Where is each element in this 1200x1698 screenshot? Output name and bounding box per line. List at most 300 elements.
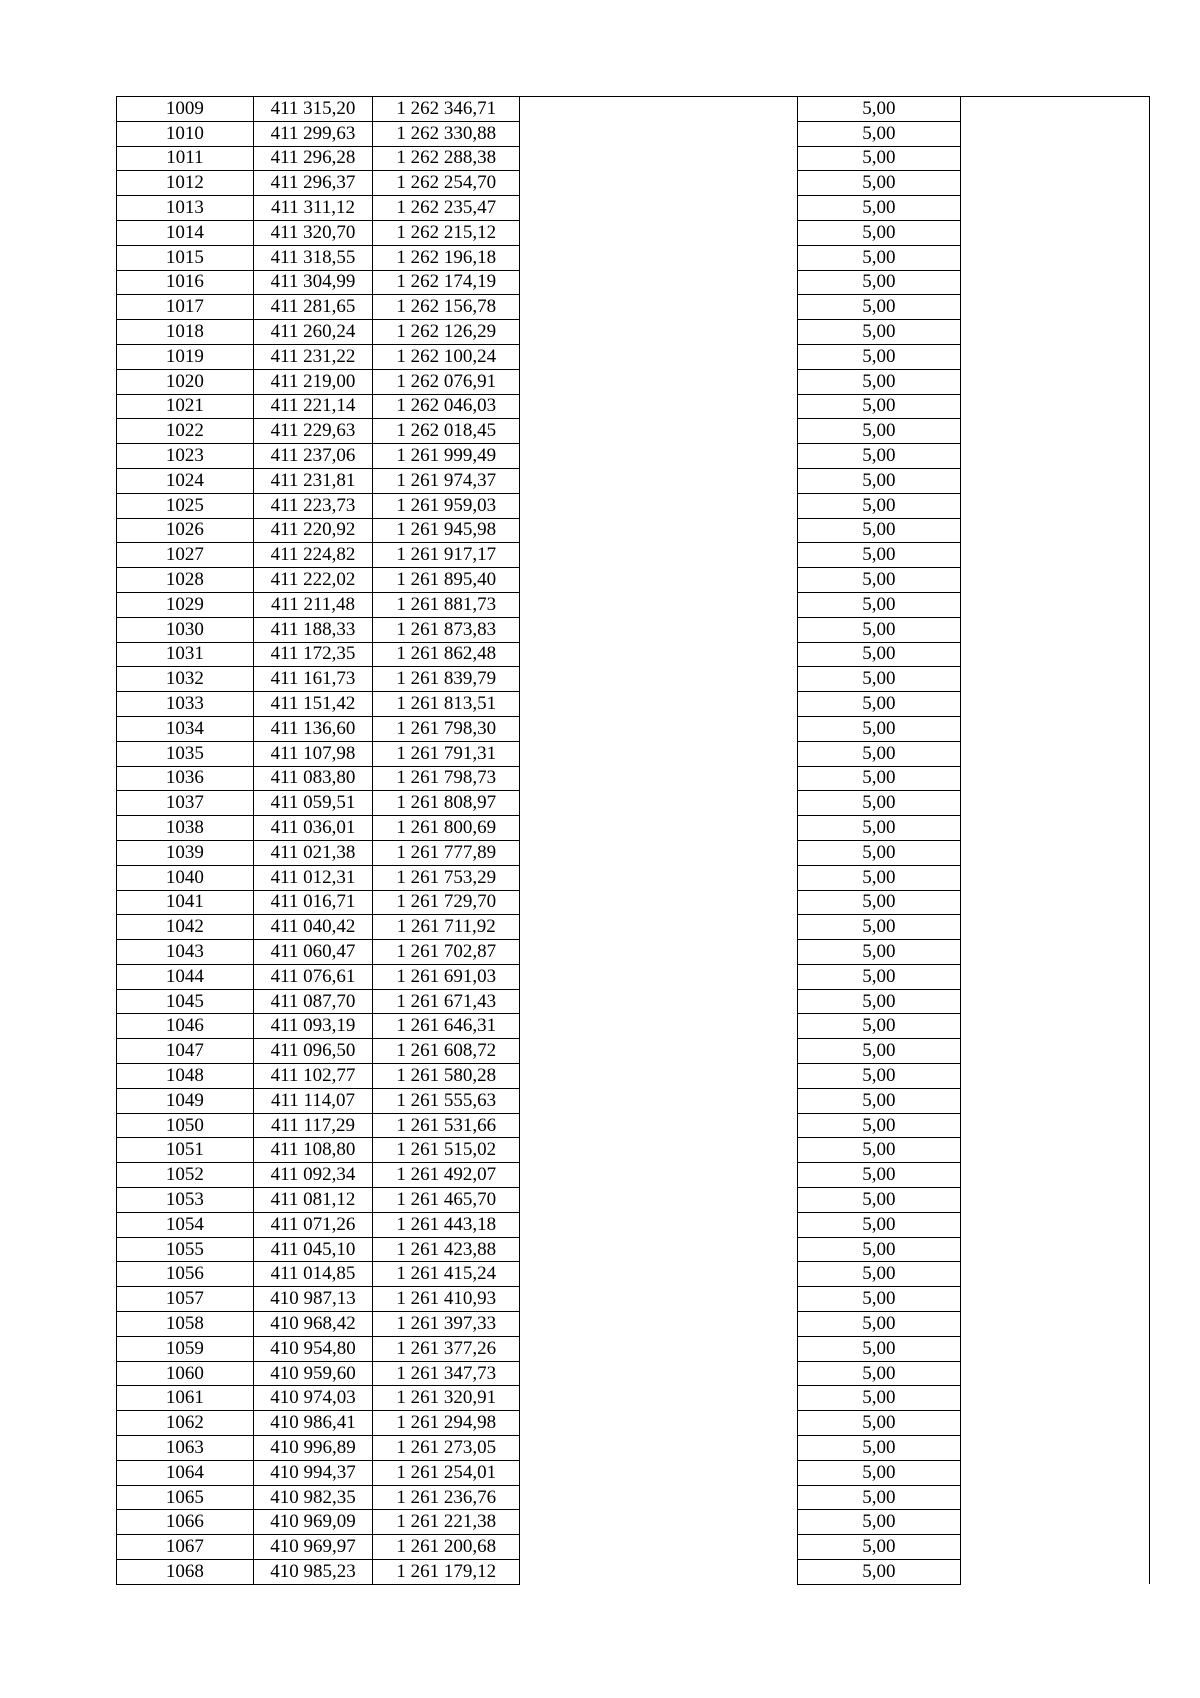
y-coordinate-cell: 1 261 808,97 — [373, 791, 520, 816]
y-coordinate-cell: 1 261 753,29 — [373, 865, 520, 890]
accuracy-cell: 5,00 — [798, 1138, 961, 1163]
empty-cell — [960, 1312, 1149, 1337]
point-number-cell: 1013 — [117, 196, 254, 221]
empty-cell — [520, 865, 798, 890]
empty-cell — [960, 543, 1149, 568]
empty-cell — [960, 1336, 1149, 1361]
table-row — [117, 1411, 1150, 1436]
accuracy-cell: 5,00 — [798, 1113, 961, 1138]
y-coordinate-cell: 1 262 330,88 — [373, 121, 520, 146]
empty-cell — [960, 1237, 1149, 1262]
y-coordinate-cell: 1 261 273,05 — [373, 1436, 520, 1461]
empty-cell — [520, 220, 798, 245]
accuracy-cell: 5,00 — [798, 989, 961, 1014]
empty-cell — [520, 964, 798, 989]
x-coordinate-cell: 410 987,13 — [253, 1287, 372, 1312]
empty-cell — [520, 1014, 798, 1039]
accuracy-cell: 5,00 — [798, 146, 961, 171]
empty-cell — [960, 964, 1149, 989]
point-number-cell: 1021 — [117, 394, 254, 419]
empty-cell — [520, 493, 798, 518]
point-number-cell: 1035 — [117, 741, 254, 766]
table-row — [117, 171, 1150, 196]
accuracy-cell: 5,00 — [798, 1336, 961, 1361]
y-coordinate-cell: 1 261 702,87 — [373, 940, 520, 965]
accuracy-cell: 5,00 — [798, 766, 961, 791]
table-row — [117, 1336, 1150, 1361]
empty-cell — [960, 1436, 1149, 1461]
accuracy-cell: 5,00 — [798, 1361, 961, 1386]
table-row — [117, 97, 1150, 122]
point-number-cell: 1024 — [117, 468, 254, 493]
table-row — [117, 1510, 1150, 1535]
point-number-cell: 1039 — [117, 840, 254, 865]
table-row — [117, 320, 1150, 345]
empty-cell — [960, 741, 1149, 766]
empty-cell — [960, 592, 1149, 617]
x-coordinate-cell: 411 229,63 — [253, 419, 372, 444]
accuracy-cell: 5,00 — [798, 1312, 961, 1337]
point-number-cell: 1055 — [117, 1237, 254, 1262]
x-coordinate-cell: 411 016,71 — [253, 890, 372, 915]
empty-cell — [960, 1163, 1149, 1188]
accuracy-cell: 5,00 — [798, 171, 961, 196]
point-number-cell: 1037 — [117, 791, 254, 816]
table-row — [117, 1014, 1150, 1039]
empty-cell — [960, 97, 1149, 122]
empty-cell — [520, 1163, 798, 1188]
accuracy-cell: 5,00 — [798, 543, 961, 568]
x-coordinate-cell: 411 136,60 — [253, 716, 372, 741]
point-number-cell: 1009 — [117, 97, 254, 122]
empty-cell — [960, 121, 1149, 146]
accuracy-cell: 5,00 — [798, 890, 961, 915]
empty-cell — [960, 196, 1149, 221]
empty-cell — [960, 270, 1149, 295]
point-number-cell: 1015 — [117, 245, 254, 270]
empty-cell — [520, 915, 798, 940]
empty-cell — [520, 1212, 798, 1237]
x-coordinate-cell: 411 059,51 — [253, 791, 372, 816]
point-number-cell: 1059 — [117, 1336, 254, 1361]
table-row — [117, 642, 1150, 667]
y-coordinate-cell: 1 262 235,47 — [373, 196, 520, 221]
y-coordinate-cell: 1 261 862,48 — [373, 642, 520, 667]
y-coordinate-cell: 1 261 200,68 — [373, 1535, 520, 1560]
accuracy-cell: 5,00 — [798, 865, 961, 890]
point-number-cell: 1064 — [117, 1460, 254, 1485]
y-coordinate-cell: 1 261 671,43 — [373, 989, 520, 1014]
point-number-cell: 1017 — [117, 295, 254, 320]
table-row — [117, 295, 1150, 320]
y-coordinate-cell: 1 261 236,76 — [373, 1485, 520, 1510]
empty-cell — [520, 518, 798, 543]
table-row — [117, 146, 1150, 171]
x-coordinate-cell: 411 220,92 — [253, 518, 372, 543]
empty-cell — [960, 1262, 1149, 1287]
empty-cell — [960, 295, 1149, 320]
point-number-cell: 1052 — [117, 1163, 254, 1188]
table-row — [117, 791, 1150, 816]
x-coordinate-cell: 411 045,10 — [253, 1237, 372, 1262]
y-coordinate-cell: 1 261 791,31 — [373, 741, 520, 766]
x-coordinate-cell: 411 161,73 — [253, 667, 372, 692]
empty-cell — [960, 1386, 1149, 1411]
empty-cell — [960, 1361, 1149, 1386]
y-coordinate-cell: 1 261 580,28 — [373, 1064, 520, 1089]
y-coordinate-cell: 1 261 999,49 — [373, 444, 520, 469]
table-row — [117, 617, 1150, 642]
x-coordinate-cell: 411 222,02 — [253, 568, 372, 593]
accuracy-cell: 5,00 — [798, 518, 961, 543]
empty-cell — [520, 1510, 798, 1535]
accuracy-cell: 5,00 — [798, 1014, 961, 1039]
empty-cell — [960, 1510, 1149, 1535]
x-coordinate-cell: 411 320,70 — [253, 220, 372, 245]
empty-cell — [960, 1064, 1149, 1089]
accuracy-cell: 5,00 — [798, 1485, 961, 1510]
empty-cell — [960, 1560, 1149, 1585]
point-number-cell: 1032 — [117, 667, 254, 692]
y-coordinate-cell: 1 261 691,03 — [373, 964, 520, 989]
y-coordinate-cell: 1 261 917,17 — [373, 543, 520, 568]
accuracy-cell: 5,00 — [798, 320, 961, 345]
empty-cell — [960, 1014, 1149, 1039]
point-number-cell: 1012 — [117, 171, 254, 196]
empty-cell — [960, 1088, 1149, 1113]
table-row — [117, 369, 1150, 394]
accuracy-cell: 5,00 — [798, 1064, 961, 1089]
empty-cell — [520, 1262, 798, 1287]
empty-cell — [960, 1188, 1149, 1213]
coordinates-table-body — [117, 97, 1150, 1585]
y-coordinate-cell: 1 261 377,26 — [373, 1336, 520, 1361]
y-coordinate-cell: 1 262 346,71 — [373, 97, 520, 122]
point-number-cell: 1016 — [117, 270, 254, 295]
accuracy-cell: 5,00 — [798, 816, 961, 841]
empty-cell — [960, 642, 1149, 667]
y-coordinate-cell: 1 261 221,38 — [373, 1510, 520, 1535]
empty-cell — [960, 444, 1149, 469]
empty-cell — [960, 816, 1149, 841]
empty-cell — [520, 741, 798, 766]
point-number-cell: 1036 — [117, 766, 254, 791]
table-row — [117, 915, 1150, 940]
empty-cell — [520, 1287, 798, 1312]
table-row — [117, 1212, 1150, 1237]
accuracy-cell: 5,00 — [798, 1188, 961, 1213]
y-coordinate-cell: 1 261 492,07 — [373, 1163, 520, 1188]
x-coordinate-cell: 411 296,28 — [253, 146, 372, 171]
point-number-cell: 1043 — [117, 940, 254, 965]
point-number-cell: 1068 — [117, 1560, 254, 1585]
accuracy-cell: 5,00 — [798, 692, 961, 717]
y-coordinate-cell: 1 261 423,88 — [373, 1237, 520, 1262]
accuracy-cell: 5,00 — [798, 592, 961, 617]
empty-cell — [520, 1535, 798, 1560]
empty-cell — [960, 568, 1149, 593]
y-coordinate-cell: 1 261 443,18 — [373, 1212, 520, 1237]
y-coordinate-cell: 1 262 156,78 — [373, 295, 520, 320]
table-row — [117, 1361, 1150, 1386]
accuracy-cell: 5,00 — [798, 716, 961, 741]
accuracy-cell: 5,00 — [798, 1237, 961, 1262]
point-number-cell: 1027 — [117, 543, 254, 568]
x-coordinate-cell: 411 311,12 — [253, 196, 372, 221]
x-coordinate-cell: 411 081,12 — [253, 1188, 372, 1213]
accuracy-cell: 5,00 — [798, 270, 961, 295]
point-number-cell: 1058 — [117, 1312, 254, 1337]
y-coordinate-cell: 1 261 465,70 — [373, 1188, 520, 1213]
empty-cell — [520, 468, 798, 493]
table-row — [117, 940, 1150, 965]
y-coordinate-cell: 1 262 100,24 — [373, 344, 520, 369]
point-number-cell: 1065 — [117, 1485, 254, 1510]
empty-cell — [520, 840, 798, 865]
empty-cell — [520, 196, 798, 221]
x-coordinate-cell: 410 996,89 — [253, 1436, 372, 1461]
accuracy-cell: 5,00 — [798, 1088, 961, 1113]
empty-cell — [520, 121, 798, 146]
empty-cell — [960, 493, 1149, 518]
x-coordinate-cell: 411 087,70 — [253, 989, 372, 1014]
accuracy-cell: 5,00 — [798, 468, 961, 493]
empty-cell — [960, 865, 1149, 890]
x-coordinate-cell: 411 102,77 — [253, 1064, 372, 1089]
empty-cell — [520, 1064, 798, 1089]
accuracy-cell: 5,00 — [798, 1460, 961, 1485]
empty-cell — [520, 1485, 798, 1510]
point-number-cell: 1034 — [117, 716, 254, 741]
empty-cell — [520, 270, 798, 295]
table-row — [117, 1188, 1150, 1213]
y-coordinate-cell: 1 261 347,73 — [373, 1361, 520, 1386]
empty-cell — [960, 791, 1149, 816]
point-number-cell: 1066 — [117, 1510, 254, 1535]
x-coordinate-cell: 411 221,14 — [253, 394, 372, 419]
empty-cell — [520, 146, 798, 171]
empty-cell — [960, 989, 1149, 1014]
accuracy-cell: 5,00 — [798, 493, 961, 518]
table-row — [117, 543, 1150, 568]
empty-cell — [960, 146, 1149, 171]
empty-cell — [960, 766, 1149, 791]
empty-cell — [520, 1411, 798, 1436]
table-row — [117, 270, 1150, 295]
empty-cell — [960, 518, 1149, 543]
x-coordinate-cell: 411 299,63 — [253, 121, 372, 146]
empty-cell — [520, 568, 798, 593]
empty-cell — [960, 394, 1149, 419]
x-coordinate-cell: 411 315,20 — [253, 97, 372, 122]
point-number-cell: 1022 — [117, 419, 254, 444]
point-number-cell: 1018 — [117, 320, 254, 345]
table-row — [117, 741, 1150, 766]
y-coordinate-cell: 1 261 945,98 — [373, 518, 520, 543]
empty-cell — [960, 245, 1149, 270]
table-row — [117, 1436, 1150, 1461]
empty-cell — [520, 667, 798, 692]
point-number-cell: 1057 — [117, 1287, 254, 1312]
empty-cell — [520, 295, 798, 320]
table-row — [117, 121, 1150, 146]
table-row — [117, 964, 1150, 989]
x-coordinate-cell: 411 096,50 — [253, 1039, 372, 1064]
y-coordinate-cell: 1 261 895,40 — [373, 568, 520, 593]
empty-cell — [520, 394, 798, 419]
table-row — [117, 667, 1150, 692]
y-coordinate-cell: 1 261 515,02 — [373, 1138, 520, 1163]
table-row — [117, 196, 1150, 221]
table-row — [117, 1560, 1150, 1585]
y-coordinate-cell: 1 261 555,63 — [373, 1088, 520, 1113]
y-coordinate-cell: 1 261 179,12 — [373, 1560, 520, 1585]
table-row — [117, 1485, 1150, 1510]
empty-cell — [960, 220, 1149, 245]
empty-cell — [960, 617, 1149, 642]
empty-cell — [960, 1411, 1149, 1436]
y-coordinate-cell: 1 261 813,51 — [373, 692, 520, 717]
table-row — [117, 1262, 1150, 1287]
table-row — [117, 1138, 1150, 1163]
y-coordinate-cell: 1 261 531,66 — [373, 1113, 520, 1138]
point-number-cell: 1062 — [117, 1411, 254, 1436]
accuracy-cell: 5,00 — [798, 1510, 961, 1535]
x-coordinate-cell: 410 982,35 — [253, 1485, 372, 1510]
y-coordinate-cell: 1 261 959,03 — [373, 493, 520, 518]
y-coordinate-cell: 1 262 174,19 — [373, 270, 520, 295]
point-number-cell: 1061 — [117, 1386, 254, 1411]
point-number-cell: 1056 — [117, 1262, 254, 1287]
empty-cell — [520, 1361, 798, 1386]
x-coordinate-cell: 411 224,82 — [253, 543, 372, 568]
y-coordinate-cell: 1 261 294,98 — [373, 1411, 520, 1436]
empty-cell — [960, 1039, 1149, 1064]
empty-cell — [520, 692, 798, 717]
y-coordinate-cell: 1 262 254,70 — [373, 171, 520, 196]
table-row — [117, 865, 1150, 890]
point-number-cell: 1045 — [117, 989, 254, 1014]
y-coordinate-cell: 1 262 126,29 — [373, 320, 520, 345]
x-coordinate-cell: 410 985,23 — [253, 1560, 372, 1585]
table-row — [117, 444, 1150, 469]
x-coordinate-cell: 411 318,55 — [253, 245, 372, 270]
y-coordinate-cell: 1 261 798,30 — [373, 716, 520, 741]
accuracy-cell: 5,00 — [798, 444, 961, 469]
point-number-cell: 1053 — [117, 1188, 254, 1213]
empty-cell — [520, 716, 798, 741]
table-row — [117, 1039, 1150, 1064]
table-row — [117, 692, 1150, 717]
accuracy-cell: 5,00 — [798, 369, 961, 394]
point-number-cell: 1049 — [117, 1088, 254, 1113]
table-row — [117, 1312, 1150, 1337]
x-coordinate-cell: 411 114,07 — [253, 1088, 372, 1113]
empty-cell — [960, 1287, 1149, 1312]
y-coordinate-cell: 1 261 415,24 — [373, 1262, 520, 1287]
accuracy-cell: 5,00 — [798, 344, 961, 369]
empty-cell — [520, 617, 798, 642]
table-row — [117, 394, 1150, 419]
empty-cell — [520, 1386, 798, 1411]
table-row — [117, 518, 1150, 543]
empty-cell — [960, 369, 1149, 394]
x-coordinate-cell: 410 986,41 — [253, 1411, 372, 1436]
table-row — [117, 1113, 1150, 1138]
x-coordinate-cell: 410 969,97 — [253, 1535, 372, 1560]
point-number-cell: 1023 — [117, 444, 254, 469]
point-number-cell: 1054 — [117, 1212, 254, 1237]
table-row — [117, 220, 1150, 245]
point-number-cell: 1029 — [117, 592, 254, 617]
point-number-cell: 1031 — [117, 642, 254, 667]
y-coordinate-cell: 1 262 288,38 — [373, 146, 520, 171]
table-row — [117, 716, 1150, 741]
x-coordinate-cell: 411 108,80 — [253, 1138, 372, 1163]
x-coordinate-cell: 411 107,98 — [253, 741, 372, 766]
point-number-cell: 1051 — [117, 1138, 254, 1163]
y-coordinate-cell: 1 261 397,33 — [373, 1312, 520, 1337]
y-coordinate-cell: 1 261 711,92 — [373, 915, 520, 940]
table-row — [117, 592, 1150, 617]
x-coordinate-cell: 411 211,48 — [253, 592, 372, 617]
empty-cell — [960, 667, 1149, 692]
empty-cell — [520, 940, 798, 965]
point-number-cell: 1044 — [117, 964, 254, 989]
table-row — [117, 468, 1150, 493]
y-coordinate-cell: 1 261 729,70 — [373, 890, 520, 915]
empty-cell — [520, 245, 798, 270]
point-number-cell: 1010 — [117, 121, 254, 146]
empty-cell — [520, 1113, 798, 1138]
accuracy-cell: 5,00 — [798, 196, 961, 221]
empty-cell — [520, 1336, 798, 1361]
empty-cell — [520, 989, 798, 1014]
accuracy-cell: 5,00 — [798, 1212, 961, 1237]
x-coordinate-cell: 411 083,80 — [253, 766, 372, 791]
empty-cell — [520, 543, 798, 568]
empty-cell — [960, 840, 1149, 865]
accuracy-cell: 5,00 — [798, 97, 961, 122]
empty-cell — [520, 1436, 798, 1461]
x-coordinate-cell: 410 969,09 — [253, 1510, 372, 1535]
accuracy-cell: 5,00 — [798, 568, 961, 593]
table-row — [117, 419, 1150, 444]
point-number-cell: 1020 — [117, 369, 254, 394]
empty-cell — [960, 1460, 1149, 1485]
empty-cell — [520, 369, 798, 394]
point-number-cell: 1046 — [117, 1014, 254, 1039]
empty-cell — [960, 890, 1149, 915]
accuracy-cell: 5,00 — [798, 791, 961, 816]
table-row — [117, 1460, 1150, 1485]
empty-cell — [520, 816, 798, 841]
empty-cell — [520, 592, 798, 617]
table-row — [117, 816, 1150, 841]
y-coordinate-cell: 1 261 410,93 — [373, 1287, 520, 1312]
point-number-cell: 1042 — [117, 915, 254, 940]
y-coordinate-cell: 1 262 215,12 — [373, 220, 520, 245]
y-coordinate-cell: 1 261 608,72 — [373, 1039, 520, 1064]
empty-cell — [960, 692, 1149, 717]
table-row — [117, 1088, 1150, 1113]
point-number-cell: 1011 — [117, 146, 254, 171]
x-coordinate-cell: 411 304,99 — [253, 270, 372, 295]
accuracy-cell: 5,00 — [798, 1436, 961, 1461]
empty-cell — [960, 419, 1149, 444]
empty-cell — [960, 915, 1149, 940]
accuracy-cell: 5,00 — [798, 245, 961, 270]
